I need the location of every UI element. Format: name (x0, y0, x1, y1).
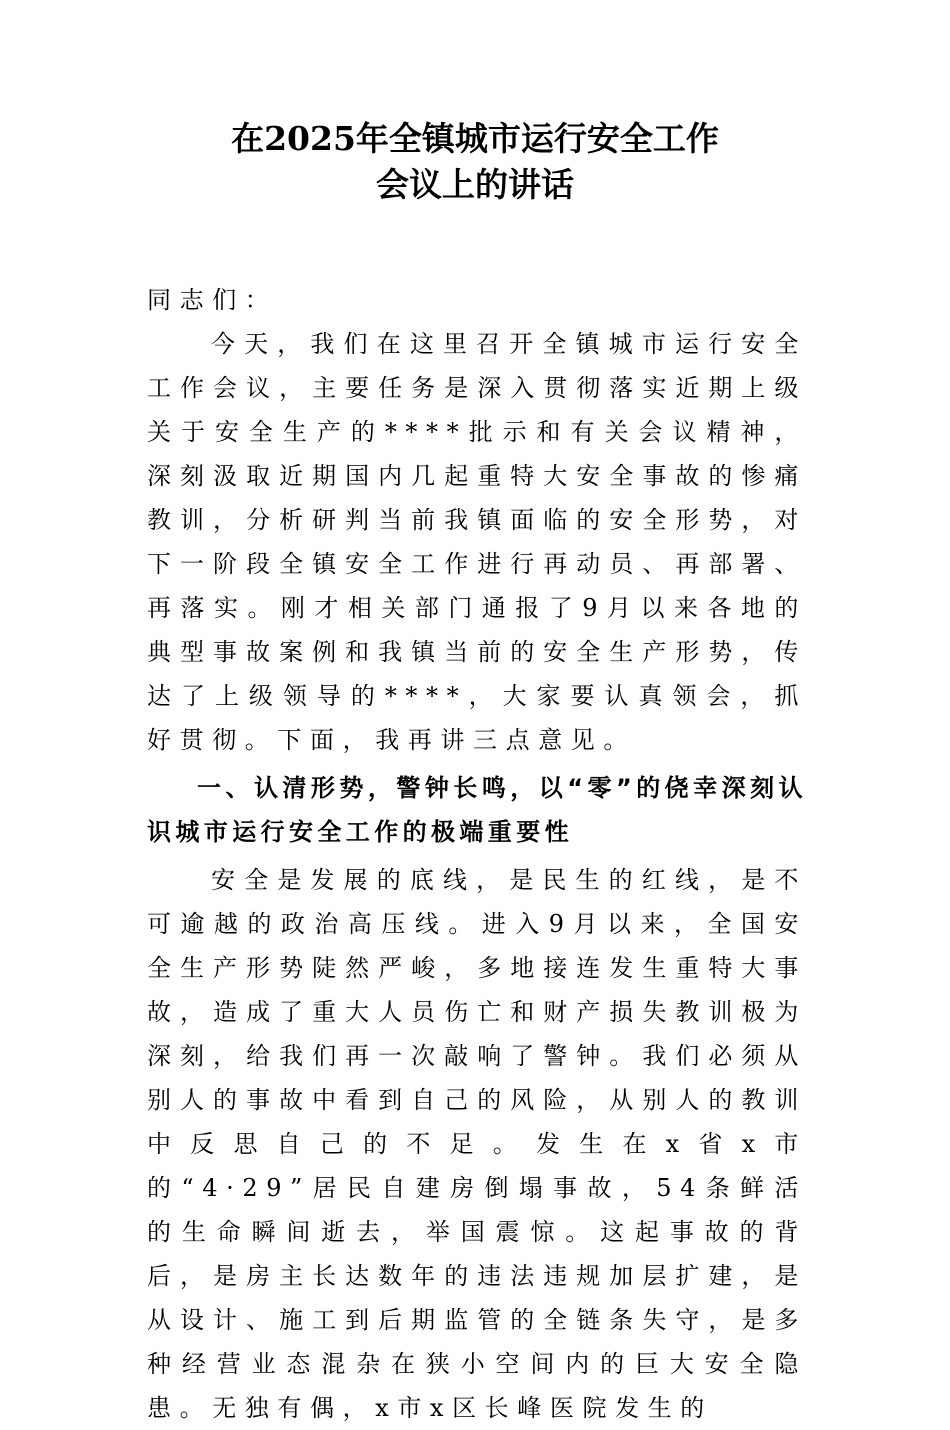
salutation: 同志们： (147, 286, 278, 314)
document-body (147, 278, 807, 1430)
intro-paragraph: 今天，我们在这里召开全镇城市运行安全工作会议，主要任务是深入贯彻落实近期上级关于安全生产的****批示和有关会议精神，深刻汲取近期国内几起重特大安全事故的惨痛教训，分析研判当前我镇面临的安全形势，对下一阶段全镇安全工作进行再动员、再部署、再落实。刚才相关部门通报了9月以来各地的典型事故案例和我镇当前的安全生产形势，传达了上级领导的****，大家要认真领会，抓好贯彻。下面，我再讲三点意见。 (147, 330, 807, 754)
section-1-paragraph: 安全是发展的底线，是民生的红线，是不可逾越的政治高压线。进入9月以来，全国安全生产形势陡然严峻，多地接连发生重特大事故，造成了重大人员伤亡和财产损失教训极为深刻，给我们再一次敲响了警钟。我们必须从别人的事故中看到自己的风险，从别人的教训中反思自己的不足。发生在x省x市的“4·29”居民自建房倒塌事故，54条鲜活的生命瞬间逝去，举国震惊。这起事故的背后，是房主长达数年的违法违规加层扩建，是从设计、施工到后期监管的全链条失守，是多种经营业态混杂在狭小空间内的巨大安全隐患。无独有偶，x市x区长峰医院发生的 (147, 866, 807, 1422)
title-line-1: 在2025年全镇城市运行安全工作 (231, 119, 719, 158)
document-title (0, 116, 950, 208)
section-heading-1: 一、认清形势，警钟长鸣，以“零”的侥幸深刻认识城市运行安全工作的极端重要性 (147, 774, 807, 846)
title-line-2: 会议上的讲话 (376, 165, 574, 204)
